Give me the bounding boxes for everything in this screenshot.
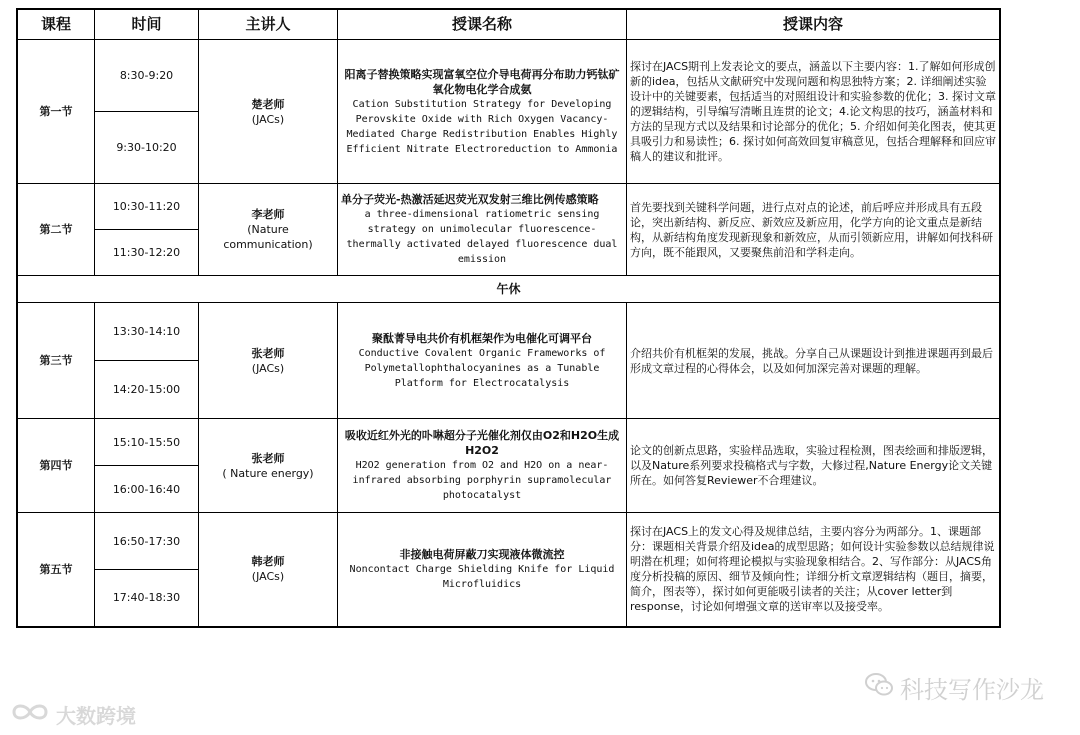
time-slot: 16:50-17:30 <box>95 513 199 570</box>
lecturer-cell <box>199 513 338 627</box>
time-slot: 8:30-9:20 <box>95 40 199 112</box>
lecture-title-cn: 阳离子替换策略实现富氧空位介导电荷再分布助力钙钛矿氧化物电化学合成氨 <box>344 67 620 96</box>
lecture-title-cn: 非接触电荷屏蔽刀实现液体微流控 <box>399 547 565 561</box>
lecture-content: 探讨在JACS期刊上发表论文的要点，涵盖以下主要内容：1.了解如何形成创新的idea，包括从文献研究中发现问题和构思独特方案；2. 详细阐述实验设计中的关键要素，包括适当的对照组设计和实验参数的优化；3. 探讨文章的逻辑结构，引导编写清晰且连贯的论文；4.论文构思的技巧，涵盖材料和方法的呈现方式以及结果和讨论部分的优化；5. 介绍如何美化图表，使其更具吸引力和易读性；6. 探讨如何高效回复审稿意见，包括合理解释和回应审稿人的建议和批评。 <box>627 40 1001 184</box>
lecturer-name: 韩老师 <box>251 555 285 569</box>
lecture-content: 探讨在JACS上的发文心得及规律总结，主要内容分为两部分。1、课题部分：课题相关背景介绍及idea的成型思路；如何设计实验参数以总结规律说明潜在机理；如何将理论模拟与实验现象相结合。2、写作部分：从JACS角度分析投稿的原因、细节及倾向性；详细分析文章逻辑结构（题目，摘要，简介，图表等），探讨如何更能吸引读者的关注；从cover letter到response，讨论如何增强文章的送审率以及接受率。 <box>627 513 1001 627</box>
time-slot: 14:20-15:00 <box>95 361 199 419</box>
session-row <box>17 513 1000 570</box>
lecturer-cell <box>199 419 338 513</box>
lecture-title-cn: 吸收近红外光的卟啉超分子光催化剂仅由O2和H2O生成H2O2 <box>344 429 620 457</box>
time-slot: 11:30-12:20 <box>95 230 199 276</box>
lecture-content: 论文的创新点思路，实验样品选取，实验过程检测，图表绘画和排版逻辑，以及Nature系列要求投稿格式与字数，大修过程,Nature Energy论文关键所在。如何答复Reviewer不合理建议。 <box>627 419 1001 513</box>
lecturer-affiliation: ( Nature energy) <box>222 466 314 480</box>
lecture-content: 首先要找到关键科学问题，进行点对点的论述，前后呼应并形成具有五段论，突出新结构、新反应、新效应及新应用，化学方向的论文重点是新结构，从新结构角度发现新现象和新效应，从而引领新应用，讲解如何找科研方向，既不能跟风，又要聚焦前沿和学科走向。 <box>627 184 1001 276</box>
header-row <box>17 9 1000 40</box>
time-slot: 16:00-16:40 <box>95 466 199 513</box>
section-label: 第五节 <box>17 513 95 627</box>
session-row <box>17 303 1000 361</box>
time-slot: 17:40-18:30 <box>95 570 199 627</box>
wechat-icon <box>864 672 894 704</box>
lecturer-affiliation: (JACs) <box>251 361 285 375</box>
lecture-title-cell <box>338 419 627 513</box>
lecture-title-en: Noncontact Charge Shielding Knife for Liquid Microfluidics <box>349 563 615 590</box>
lecture-title-en: a three-dimensional ratiometric sensing strategy on unimolecular fluorescence-thermally activated delayed fluorescence dual emission <box>346 209 618 265</box>
lecture-title-en: Conductive Covalent Organic Frameworks of Polymetallophthalocyanines as a Tunable Platform for Electrocatalysis <box>358 347 606 389</box>
section-label: 第三节 <box>17 303 95 419</box>
lecture-title-cell <box>338 303 627 419</box>
section-label: 第一节 <box>17 40 95 184</box>
session-row <box>17 419 1000 466</box>
lunch-row <box>17 276 1000 303</box>
time-slot: 9:30-10:20 <box>95 112 199 184</box>
watermark-left-text: 大数跨境 <box>56 704 136 728</box>
watermark-right <box>864 670 1044 705</box>
header-lecturer: 主讲人 <box>199 9 338 40</box>
lecture-title-cell <box>338 184 627 276</box>
lecturer-cell <box>199 40 338 184</box>
lecture-title-en: H2O2 generation from O2 and H2O on a near-infrared absorbing porphyrin supramolecular photocatalyst <box>352 460 612 501</box>
lecture-title-cell <box>338 513 627 627</box>
lecturer-name: 李老师 <box>251 208 285 221</box>
session-row <box>17 40 1000 112</box>
lecture-title-cell <box>338 40 627 184</box>
watermark-left <box>10 700 136 729</box>
header-time: 时间 <box>95 9 199 40</box>
section-label: 第二节 <box>17 184 95 276</box>
time-slot: 13:30-14:10 <box>95 303 199 361</box>
lecturer-cell <box>199 184 338 276</box>
lecture-title-en: Cation Substitution Strategy for Developing Perovskite Oxide with Rich Oxygen Vacancy-Mediated Charge Redistribution Enables Highly Efficient Nitrate Electroreduction to Ammonia <box>346 98 618 155</box>
header-content: 授课内容 <box>627 9 1001 40</box>
lecturer-cell <box>199 303 338 419</box>
lecturer-name: 张老师 <box>251 451 285 465</box>
time-slot: 15:10-15:50 <box>95 419 199 466</box>
session-row <box>17 184 1000 230</box>
section-label: 第四节 <box>17 419 95 513</box>
lecture-title-cn: 聚酞菁导电共价有机框架作为电催化可调平台 <box>372 331 592 345</box>
lecturer-affiliation: (JACs) <box>251 112 285 126</box>
lecturer-affiliation: (JACs) <box>251 570 285 584</box>
header-course: 课程 <box>17 9 95 40</box>
lunch-label: 午休 <box>17 276 1000 303</box>
lecturer-name: 楚老师 <box>251 97 285 111</box>
schedule-table <box>16 8 1001 628</box>
lecturer-affiliation: (Nature communication) <box>223 223 313 251</box>
time-slot: 10:30-11:20 <box>95 184 199 230</box>
lecture-content: 介绍共价有机框架的发展，挑战。分享自己从课题设计到推进课题再到最后形成文章过程的心得体会，以及如何加深完善对课题的理解。 <box>627 303 1001 419</box>
loop-logo-icon <box>10 700 50 729</box>
lecturer-name: 张老师 <box>251 346 285 360</box>
watermark-right-text: 科技写作沙龙 <box>900 676 1044 704</box>
header-title: 授课名称 <box>338 9 627 40</box>
lecture-title-cn: 单分子荧光-热激活延迟荧光双发射三维比例传感策略 <box>341 193 599 206</box>
